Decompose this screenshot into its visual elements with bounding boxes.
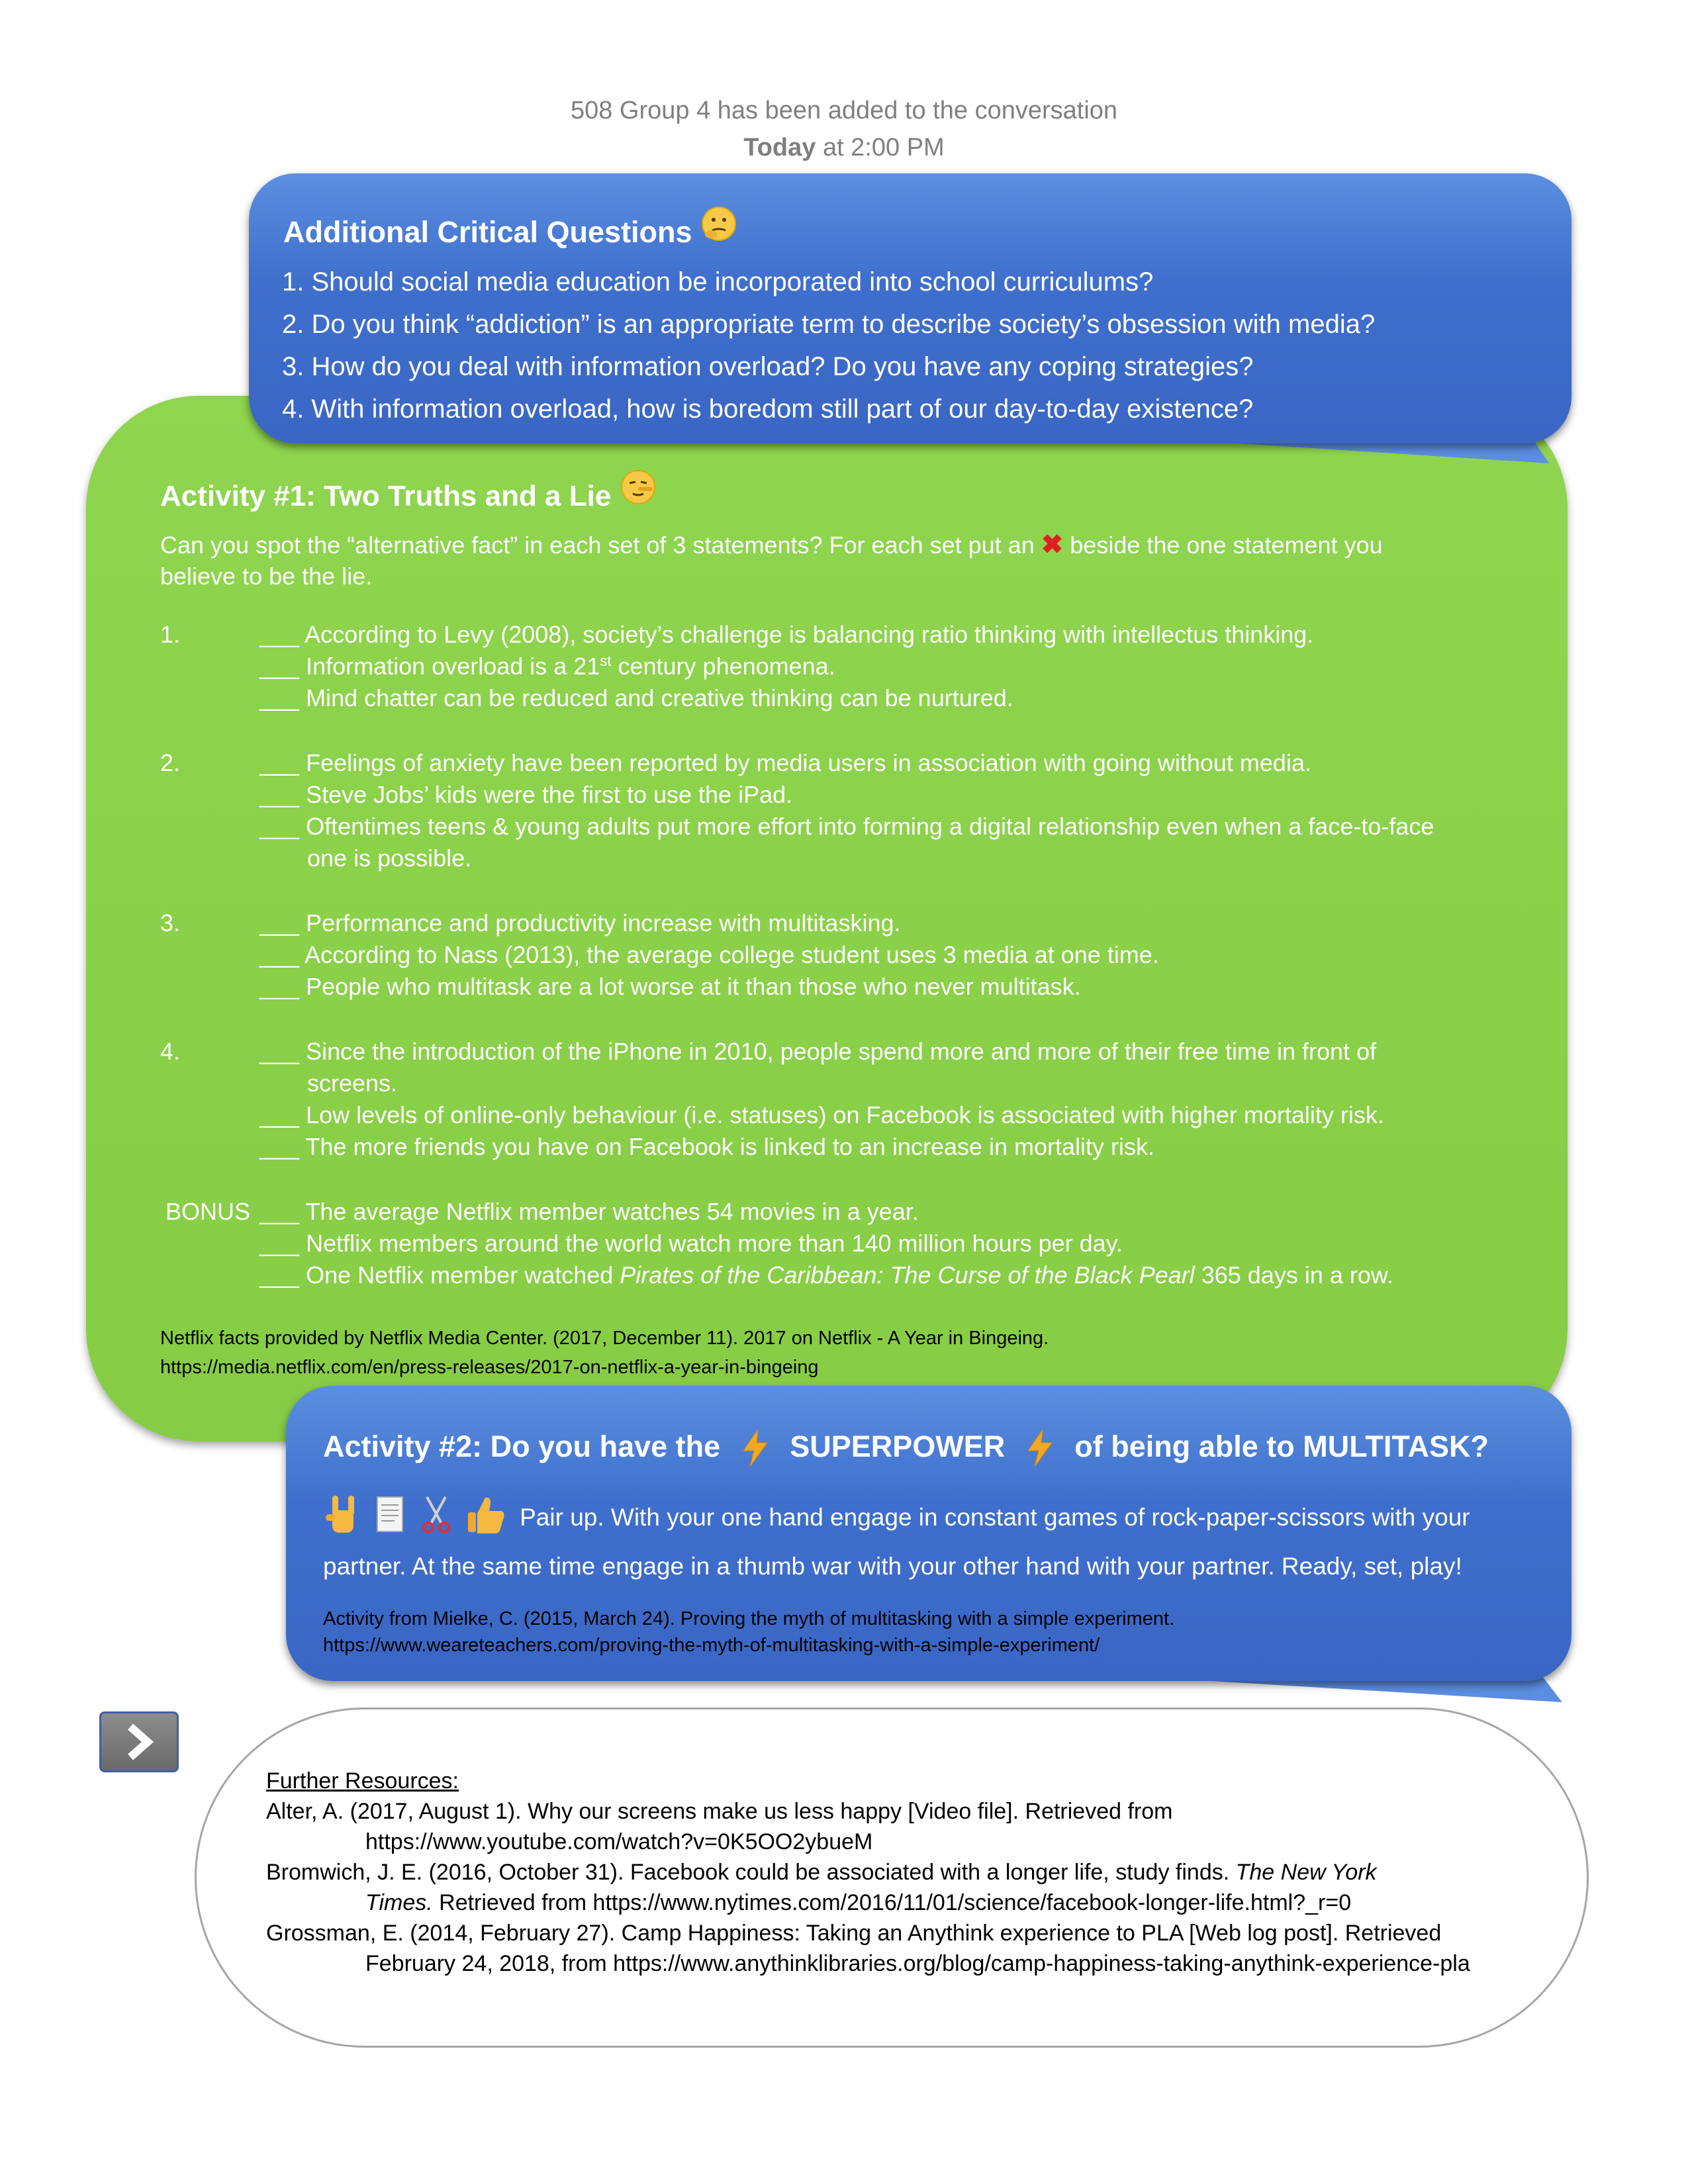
thumbs-up-icon bbox=[465, 1494, 506, 1541]
statement: ___ Mind chatter can be reduced and creative thinking can be nurtured. bbox=[259, 684, 1013, 711]
lying-face-icon bbox=[620, 469, 657, 513]
statement: ___ Netflix members around the world watch more than 140 million hours per day. bbox=[259, 1230, 1123, 1257]
reference-url: https://www.youtube.com/watch?v=0K5OO2ybueM bbox=[365, 1829, 873, 1854]
red-x-icon: ✖ bbox=[1041, 530, 1064, 559]
statement: ___ According to Nass (2013), the average college student uses 3 media at one time. bbox=[259, 941, 1159, 968]
reference-cont: February 24, 2018, from https://www.anythinklibraries.org/blog/camp-happiness-taking-anythink-experience-pla bbox=[365, 1951, 1470, 1976]
paper-icon bbox=[375, 1494, 406, 1540]
questions-bubble bbox=[249, 173, 1571, 443]
activity1-intro: Can you spot the “alternative fact” in each set of 3 statements? For each set put an ✖ beside the one statement you bbox=[160, 530, 1383, 559]
statement: ___ Information overload is a 21st century phenomena. bbox=[259, 653, 835, 680]
activity2-title: Activity #2: Do you have the SUPERPOWER of being able to MULTITASK? bbox=[323, 1430, 1489, 1474]
statement-cont: one is possible. bbox=[307, 844, 472, 872]
scissors-icon bbox=[419, 1494, 453, 1540]
question-2: 2. Do you think “addiction” is an appropriate term to describe society’s obsession with media? bbox=[282, 310, 1376, 339]
activity2-citation-url: https://www.weareteachers.com/proving-the-myth-of-multitasking-with-a-simple-experiment/ bbox=[323, 1635, 1100, 1656]
question-1: 1. Should social media education be incorporated into school curriculums? bbox=[282, 267, 1154, 296]
set-label: 4. bbox=[160, 1038, 181, 1065]
added-notice: 508 Group 4 has been added to the conversation bbox=[570, 97, 1118, 124]
question-3: 3. How do you deal with information overload? Do you have any coping strategies? bbox=[282, 352, 1254, 381]
set-label: 2. bbox=[160, 749, 181, 776]
statement: ___ The average Netflix member watches 54 movies in a year. bbox=[259, 1198, 919, 1225]
reference-cont: Times. Retrieved from https://www.nytimes.com/2016/11/01/science/facebook-longer-life.html?_r=0 bbox=[365, 1890, 1352, 1915]
statement-cont: screens. bbox=[307, 1069, 398, 1097]
resources-heading: Further Resources: bbox=[266, 1768, 459, 1794]
set-label-bonus: BONUS bbox=[165, 1198, 251, 1225]
reference: Grossman, E. (2014, February 27). Camp Happiness: Taking an Anythink experience to PLA [Web log post]. Retrieved bbox=[266, 1921, 1442, 1946]
activity1-citation-url: https://media.netflix.com/en/press-releases/2017-on-netflix-a-year-in-bingeing bbox=[160, 1357, 819, 1378]
activity1-intro-cont: believe to be the lie. bbox=[160, 563, 373, 590]
statement: ___ According to Levy (2008), society’s challenge is balancing ratio thinking with intellectus thinking. bbox=[259, 621, 1314, 648]
lightning-icon bbox=[1025, 1430, 1055, 1474]
activity2-instructions-cont: partner. At the same time engage in a thumb war with your other hand with your partner. Ready, set, play! bbox=[323, 1553, 1462, 1580]
statement: ___ Since the introduction of the iPhone in 2010, people spend more and more of their free time in front of bbox=[259, 1038, 1377, 1065]
activity2-bubble bbox=[286, 1386, 1571, 1681]
reference: Alter, A. (2017, August 1). Why our screens make us less happy [Video file]. Retrieved from bbox=[266, 1799, 1173, 1824]
set-label: 3. bbox=[160, 909, 181, 936]
chevron-right-icon bbox=[124, 1723, 156, 1764]
lightning-icon bbox=[741, 1430, 770, 1474]
question-4: 4. With information overload, how is boredom still part of our day-to-day existence? bbox=[282, 394, 1254, 424]
activity1-title: Activity #1: Two Truths and a Lie bbox=[160, 469, 657, 513]
set-label: 1. bbox=[160, 621, 181, 648]
statement: ___ The more friends you have on Facebook is linked to an increase in mortality risk. bbox=[259, 1133, 1155, 1160]
timestamp bbox=[0, 134, 1688, 162]
statement: ___ One Netflix member watched Pirates of the Caribbean: The Curse of the Black Pearl 365 days in a row. bbox=[259, 1261, 1393, 1289]
timestamp-day: Today bbox=[743, 134, 816, 161]
statement: ___ Oftentimes teens & young adults put more effort into forming a digital relationship even when a face-to-face bbox=[259, 813, 1434, 840]
statement: ___ Performance and productivity increase with multitasking. bbox=[259, 909, 901, 936]
statement: ___ Feelings of anxiety have been reported by media users in association with going without media. bbox=[259, 749, 1311, 776]
activity1-citation: Netflix facts provided by Netflix Media Center. (2017, December 11). 2017 on Netflix - A Year in Bingeing. bbox=[160, 1328, 1049, 1349]
activity2-citation: Activity from Mielke, C. (2015, March 24). Proving the myth of multitasking with a simple experiment. bbox=[323, 1608, 1175, 1629]
reference: Bromwich, J. E. (2016, October 31). Facebook could be associated with a longer life, study finds. The New York bbox=[266, 1860, 1377, 1885]
questions-title: Additional Critical Questions bbox=[283, 205, 737, 250]
next-button[interactable] bbox=[99, 1711, 179, 1772]
statement: ___ Low levels of online-only behaviour (i.e. statuses) on Facebook is associated with higher mortality risk. bbox=[259, 1101, 1384, 1128]
statement: ___ People who multitask are a lot worse at it than those who never multitask. bbox=[259, 973, 1081, 1000]
activity2-instructions: Pair up. With your one hand engage in constant games of rock-paper-scissors with your bbox=[323, 1493, 1470, 1541]
thinking-face-icon bbox=[700, 205, 737, 250]
statement: ___ Steve Jobs’ kids were the first to use the iPad. bbox=[259, 781, 793, 808]
timestamp-time: at 2:00 PM bbox=[822, 134, 945, 161]
rock-hand-icon bbox=[323, 1493, 363, 1541]
